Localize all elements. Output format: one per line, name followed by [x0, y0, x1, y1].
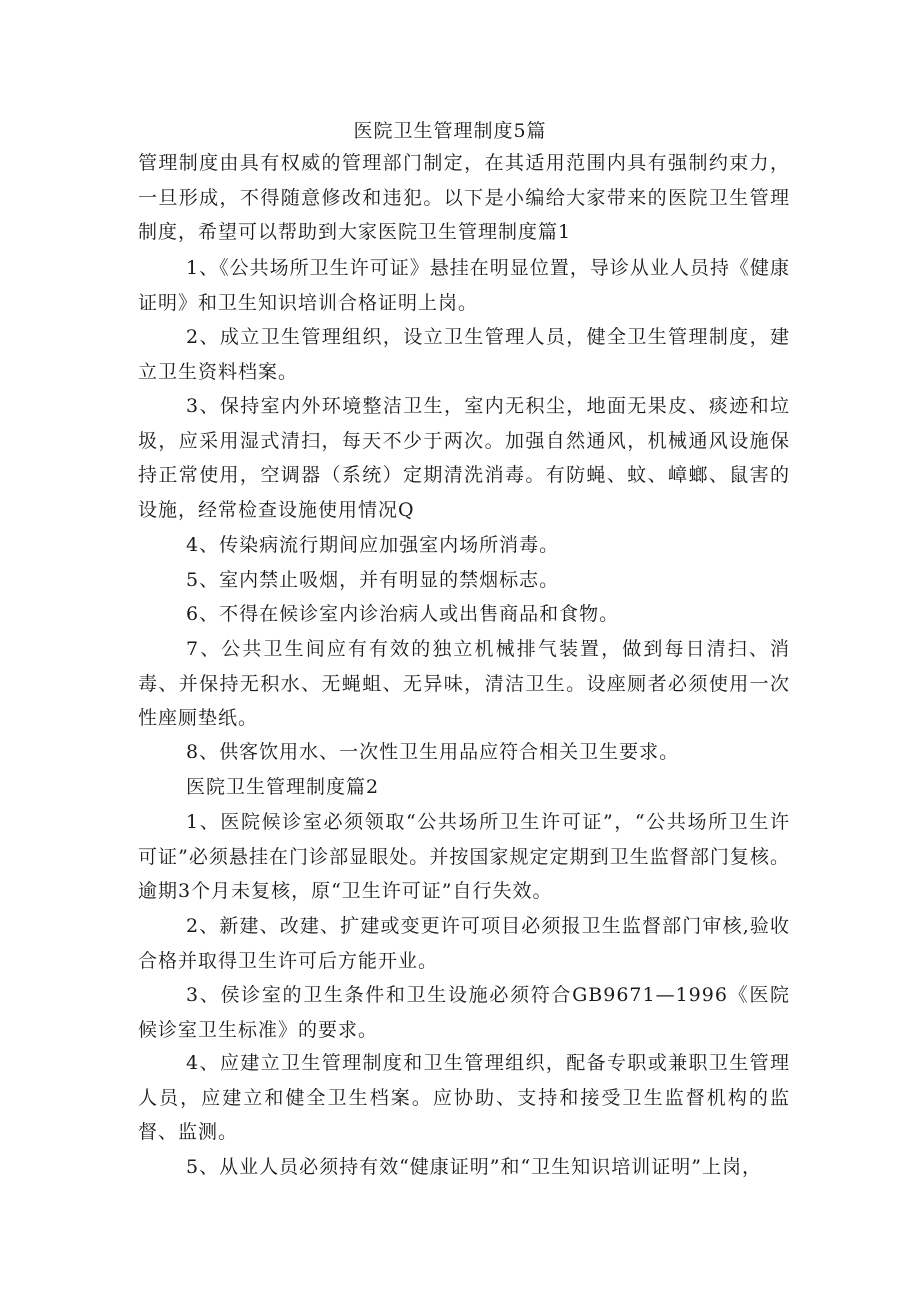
- section2-item-3: 3、侯诊室的卫生条件和卫生设施必须符合GB9671—1996《医院候诊室卫生标准》的要求。: [138, 984, 790, 1041]
- section1-item-6: 6、不得在候诊室内诊治病人或出售商品和食物。: [186, 603, 620, 625]
- section1-item-8: 8、供客饮用水、一次性卫生用品应符合相关卫生要求。: [186, 741, 680, 763]
- section2-item-5: 5、从业人员必须持有效“健康证明”和“卫生知识培训证明”上岗，: [186, 1156, 762, 1178]
- section2-heading: 医院卫生管理制度篇2: [186, 776, 380, 798]
- section2-item-1: 1、医院候诊室必须领取“公共场所卫生许可证”，“公共场所卫生许可证”必须悬挂在门诊部显眼处。并按国家规定定期到卫生监督部门复核。逾期3个月未复核，原“卫生许可证”自行失效。: [138, 811, 790, 903]
- section1-item-5: 5、室内禁止吸烟，并有明显的禁烟标志。: [186, 569, 560, 591]
- section1-item-4: 4、传染病流行期间应加强室内场所消毒。: [186, 534, 560, 556]
- section1-item-2: 2、成立卫生管理组织，设立卫生管理人员，健全卫生管理制度，建立卫生资料档案。: [138, 326, 790, 383]
- document-title: 医院卫生管理制度5篇: [353, 120, 547, 142]
- section2-item-4: 4、应建立卫生管理制度和卫生管理组织，配备专职或兼职卫生管理人员，应建立和健全卫生档案。应协助、支持和接受卫生监督机构的监督、监测。: [138, 1052, 790, 1144]
- intro-paragraph: 管理制度由具有权威的管理部门制定，在其适用范围内具有强制约束力，一旦形成，不得随意修改和违犯。以下是小编给大家带来的医院卫生管理制度，希望可以帮助到大家医院卫生管理制度篇1: [138, 152, 790, 244]
- section1-item-3: 3、保持室内外环境整洁卫生，室内无积尘，地面无果皮、痰迹和垃圾，应采用湿式清扫，每天不少于两次。加强自然通风，机械通风设施保持正常使用，空调器（系统）定期清洗消毒。有防蝇、蚊、嶂螂、鼠害的设施，经常检查设施使用情况Q: [138, 395, 790, 521]
- section1-item-7: 7、公共卫生间应有有效的独立机械排气装置，做到每日清扫、消毒、并保持无积水、无蝇蛆、无异味，清洁卫生。设座厕者必须使用一次性座厕垫纸。: [138, 638, 790, 730]
- section2-item-2: 2、新建、改建、扩建或变更许可项目必须报卫生监督部门审核,验收合格并取得卫生许可后方能开业。: [138, 915, 790, 972]
- section1-item-1: 1、《公共场所卫生许可证》悬挂在明显位置，导诊从业人员持《健康证明》和卫生知识培训合格证明上岗。: [138, 257, 790, 314]
